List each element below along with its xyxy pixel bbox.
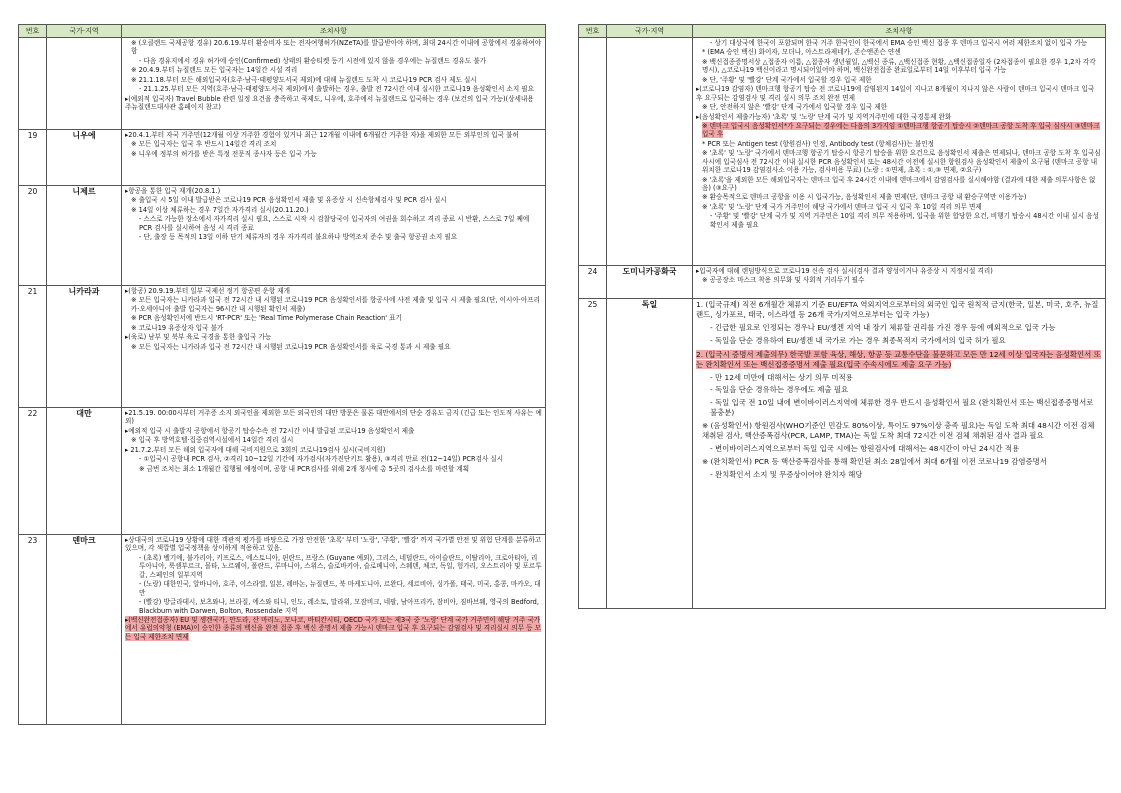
header-measures: 조치사항	[693, 25, 1106, 38]
measure-text: ※ 14일 이상 체류하는 경우 7일간 자가격리 실시(20.11.20.)	[131, 205, 309, 214]
measure-line	[125, 554, 542, 579]
measure-text: - 긴급한 필요로 인정되는 경우나 EU/솅겐 지역 내 장기 체류할 권리를 가진 경우 등에 예외적으로 입국 가능	[710, 322, 1056, 332]
country-name: 니제르	[47, 186, 122, 286]
measure-line	[696, 122, 1102, 139]
measure-text: ▸(육로) 남부 및 북부 육로 국경을 통한 출입국 가능	[125, 333, 272, 342]
measures-cell	[122, 535, 546, 725]
measure-line	[696, 103, 1102, 111]
measure-text: - 스스로 가능한 장소에서 자가격리 실시 필요, 스스로 시작 시 검찰당국이 입국자의 여권을 회수하고 격리 종료 시 반환, 스스로 7일 째에 PCR 검사를 실시하여 음성 시 격리 종료	[139, 215, 530, 232]
table-row	[19, 130, 546, 186]
measure-line	[125, 409, 542, 426]
row-number: 20	[19, 186, 47, 286]
measures-cell	[122, 286, 546, 408]
measure-line	[125, 131, 542, 139]
table-row	[19, 286, 546, 408]
row-number: 22	[19, 408, 47, 535]
measure-text: - '주황' 및 '빨강' 단계 국가 및 지역 거주민은 10일 격리 의무 적용하며, 입국을 위한 합당한 요건, 비행기 탑승시 48시간 이내 실시 음성확인서 제출 필요	[710, 212, 1099, 229]
measure-text: ※ 모든 입국자는 입국 후 반드시 14일간 격리 조치	[131, 140, 277, 149]
measure-text: ※ 코로나19 유증상자 입국 불가	[131, 323, 224, 332]
measure-text: ▸항공을 통한 입국 재개(20.8.1.)	[125, 187, 221, 195]
measure-text: * (EMA 승인 백신) 화이자, 모더나, 아스트라제네카, 존슨앤존슨 얀센	[702, 48, 901, 57]
table-row	[579, 299, 1106, 609]
measure-line	[125, 76, 542, 84]
row-number: 19	[19, 130, 47, 186]
measure-line	[696, 336, 1102, 346]
measure-line	[696, 457, 1102, 467]
measure-text: ※ 단, 안전하지 않은 '빨강' 단계 국가에서 입국할 경우 입국 제한	[702, 103, 888, 112]
row-number: 24	[579, 266, 607, 299]
country-name: 도미니카공화국	[607, 266, 693, 299]
measure-line	[696, 140, 1102, 148]
measure-text: - 독일을 단순 경유하여 EU/솅겐 내 국가로 가는 경우 최종목적지 국가에서의 입국 허가 필요	[710, 335, 1006, 345]
measure-text: ▸ 21.7.2.부터 모든 해외 입국자에 대해 국비지원으로 3회의 코로나19검사 실시(국비지원)	[125, 445, 386, 454]
measure-line	[125, 140, 542, 148]
measure-line	[696, 421, 1102, 441]
measure-line	[696, 323, 1102, 333]
measure-line	[696, 385, 1102, 395]
measure-line	[125, 187, 542, 195]
measures-cell	[122, 130, 546, 186]
measure-line	[696, 176, 1102, 193]
measure-line	[125, 150, 542, 158]
measure-text: - (초록) 벨기에, 불가리아, 키프로스, 에스토니아, 핀란드, 프랑스 (Guyane 예외), 그리스, 네덜란드, 아이슬란드, 이탈리아, 크로아티아, 리투아니아, 룩셈부르크, 몰타, 노르웨이, 폴란드, 루마니아, 스위스, 슬로바키아, 슬로베니아, 스웨덴, 체코, 독일, 헝가리, 오스트리아 및 포르투갈, 스페인의 일부지역	[139, 553, 542, 579]
measure-text: ※ '초록' 및 '노랑' 단계 국가 거주민이 해당 국가에서 덴마크 입국 시 입국 후 10일 격리 의무 면제	[702, 202, 982, 211]
measure-line	[125, 536, 542, 553]
measure-line	[125, 580, 542, 597]
measure-text: ▸(예외적 입국자) Travel Bubble 관련 일정 요건을 충족하고 쿡제도, 니우에, 호주에서 뉴질랜드로 입국하는 경우 (보건의 입국 가능)(상세내용 주뉴질랜드대사관 홈페이지 참고)	[125, 94, 534, 112]
country-name: 니카라과	[47, 286, 122, 408]
measures-cell	[693, 299, 1106, 609]
measure-text: ▸(음성확인서 제출가능자) '초록' 및 '노랑' 단계 국가 및 지역거주민에 대한 국경통제 완화	[696, 112, 952, 121]
measure-line	[125, 446, 542, 454]
table-row	[19, 38, 546, 130]
measure-text: - 독일 입국 전 10일 내에 변이바이러스지역에 체류한 경우 반드시 음성확인서 필요 (완치확인서 또는 백신접종증명서로 불충분)	[710, 398, 1094, 418]
measure-text: ※ 환승목적으로 덴마크 공항을 이용 시 입국가능, 음성확인서 제출 면제(단, 덴마크 공항 내 환승구역만 이용가능)	[702, 193, 1027, 202]
measure-text: ※ 백신접종증명서상 △접종자 이름, △접종자 생년월일, △백신 종류, △백신접종 현황, △백신접종일자 (2차접종이 필요한 경우 1,2차 각각 명시), △코로나19 백신이라고 명시되어있어야 하며, 백신완전접종 완료일로부터 14일 이후부터 입국 가능	[702, 57, 1096, 75]
measure-text: - 상기 대상국에 한국이 포함되며 한국 거주 한국인이 한국에서 EMA 승인 백신 접종 후 덴마크 입국시 여러 제한조치 없이 입국 가능	[710, 39, 1088, 47]
measure-line	[696, 203, 1102, 211]
measure-line	[696, 76, 1102, 84]
measure-text: ※ 덴마크 입국시 음성확인서*가 요구되는 경우에는 다음의 3가지임 ①덴마크행 항공기 탑승시 ②덴마크 공항 도착 후 입국 심사시 ③덴마크 입국 후	[702, 121, 1100, 139]
measure-line	[125, 343, 542, 351]
measure-text: ▸20.4.1.부터 자국 거주민(12개월 이상 거주한 경험이 있거나 최근 12개월 이내에 6개월간 거주한 자)을 제외한 모든 외부인의 입국 불허	[125, 131, 519, 139]
measure-line	[125, 324, 542, 332]
measures-cell	[693, 38, 1106, 266]
country-name: 덴마크	[47, 535, 122, 725]
measure-text: - 만 12세 미만에 대해서는 상기 의무 미적용	[710, 372, 853, 382]
measure-line	[125, 233, 542, 241]
measure-text: - 독일을 단순 경유하는 경우에도 제출 필요	[710, 385, 849, 395]
measure-text: ※ 금번 조치는 최소 1개월간 집행될 예정이며, 공항 내 PCR검사를 위해 2개 청사에 총 5곳의 검사소를 마련할 계획	[139, 464, 470, 473]
measure-line	[125, 287, 542, 295]
measure-line	[125, 427, 542, 435]
measure-line	[125, 598, 542, 615]
measures-cell	[122, 38, 546, 130]
measure-text: ※ 입국 후 방역호텔·집중검역시설에서 14일간 격리 실시	[131, 436, 294, 445]
table-row	[19, 408, 546, 535]
table-row	[19, 535, 546, 725]
measure-text: ※ '초록' 및 '노랑' 국가에서 덴마크행 항공기 탑승시 항공기 탑승을 위한 요건으로 음성확인서 제출은 면제되나, 덴마크 공항 도착 후 입국심사시에 입국심사 전 72시간 이내 실시한 PCR 음성확인서 또는 48시간 이전에 실시한 항원검사 음성확인서 제출이 요구됨 (덴마크 공항 내 위치한 코로나19 감염검사소 이용 가능, 검사비용 무료) (노랑 : ①면제, 초록 : ①,③ 면제, ②요구)	[702, 149, 1101, 175]
measure-text: ▸상대국의 코로나19 상황에 대한 객관적 평가를 바탕으로 가장 안전한 '초록' 부터 '노랑', '주황', '빨강' 까지 국가별 안전 및 위험 단계를 분류하고 있으며, 각 색깔별 입국정책을 상이하게 적용하고 있음.	[125, 536, 542, 553]
left-header-row	[19, 25, 546, 38]
measure-text: ※ (음성확인서) 항원검사(WHO기준인 민감도 80%이상, 특이도 97%이상 충족 필요)는 독일 도착 최대 48시간 이전 검체 채취된 검사, 핵산증폭검사(PCR, LAMP, TMA)는 독일 도착 최대 72시간 이전 검체 채취된 검사 결과 필요	[702, 421, 1095, 441]
measure-text: ▸21.5.19. 00:00시부터 거주증 소지 외국인을 제외한 모든 외국인의 대만 방문은 물론 대만에서의 단순 경유도 금지 (긴급 또는 인도적 사유는 예외)	[125, 409, 542, 426]
measure-line	[125, 85, 542, 93]
measure-line	[696, 58, 1102, 75]
measures-cell	[693, 266, 1106, 299]
measure-text: ※ 20.4.9.부터 뉴질랜드 모든 입국자는 14일간 시설 격리	[131, 66, 298, 75]
measure-text: ※ 단, '주황' 및 '빨강' 단계 국가에서 입국할 경우 입국 제한	[702, 75, 872, 84]
measure-line	[125, 39, 542, 56]
measures-cell	[122, 186, 546, 286]
measure-line	[696, 85, 1102, 102]
measure-text: - (노랑) 대한민국, 알바니아, 호주, 이스라엘, 일본, 레바논, 뉴질랜드, 북 마케도니아, 르완다, 세르비아, 싱가폴, 태국, 미국, 홍콩, 마카오, 대만	[139, 580, 541, 597]
measure-line	[696, 267, 1102, 275]
measure-line	[125, 333, 542, 341]
row-number: 23	[19, 535, 47, 725]
measure-line	[125, 215, 542, 232]
measure-text: ▸(항공) 20.9.19.부터 일부 국제선 정기 항공편 운항 재개	[125, 287, 291, 295]
header-measures: 조치사항	[122, 25, 546, 38]
table-row	[579, 38, 1106, 266]
measure-line	[125, 95, 542, 112]
measure-text: ※ (완치확인서) PCR 등 핵산증폭검사를 통해 확인된 최소 28일에서 최대 6개월 이전 코로나19 감염증명서	[702, 456, 1047, 466]
header-no: 번호	[19, 25, 47, 38]
measure-line	[125, 465, 542, 473]
measure-line	[125, 455, 542, 463]
measure-line	[125, 616, 542, 641]
measure-text: - (빨강) 방글라데시, 보츠와나, 브라질, 에스와 티니, 인도, 레소토, 말라위, 모잠비크, 네팔, 남아프리카, 잠비아, 짐바브웨, 영국의 Bedford, Blackburn with Darwen, Bolton, Rossendale 지역	[139, 598, 539, 615]
measure-line	[696, 39, 1102, 47]
measure-text: ※ (오클랜드 국제공항 경유) 20.6.19.부터 환승비자 또는 전자여행허가(NZeTA)를 발급받아야 하며, 최대 24시간 이내에 공항에서 경유하여야 함	[131, 39, 542, 56]
measure-text: ※ 모든 입국자는 니카라과 입국 전 72시간 내 시행된 코로나19 PCR 음성확인서를 항공사에 사전 제출 및 입국 시 제출 필요(단, 이시아·아프리카·오세아니아 출발 입국자는 96시간 내 시행된 확인서 제출)	[131, 296, 540, 313]
measure-text: ※ 출입국 시 5일 이내 발급받은 코로나19 PCR 음성확인서 제출 및 유증상 시 신속항체검사 및 PCR 검사 실시	[131, 196, 447, 205]
right-header-row	[579, 25, 1106, 38]
table-row	[579, 266, 1106, 299]
measure-text: ▸입국자에 대해 랜덤방식으로 코로나19 신속 검사 실시(검사 결과 양성이거나 유증상 시 지정시설 격리)	[696, 267, 993, 275]
measure-line	[125, 436, 542, 444]
country-name: 니우에	[47, 130, 122, 186]
measure-line	[696, 193, 1102, 201]
measure-text: - 다음 경유지에서 경유 허가에 승인(Confirmed) 상태의 환승티켓 등기 시전에 있지 않을 경우에는 뉴질랜드 경유도 불가	[139, 56, 487, 65]
measure-text: - 완치확인서 소지 및 무증상이어야 완치자 해당	[710, 469, 863, 479]
country-name	[47, 38, 122, 130]
country-name: 대만	[47, 408, 122, 535]
measure-line	[125, 296, 542, 313]
header-country: 국가·지역	[607, 25, 693, 38]
measure-text: - 21.1.25.부터 모든 지역(호주·남극·태평양도서국 제외)에서 출발하는 경우, 출발 전 72시간 이내 실시한 코로나19 음성확인서 소지 필요	[139, 85, 535, 94]
measure-text: ※ 공공장소 마스크 착용 의무화 및 사회적 거리두기 필수	[702, 276, 865, 285]
measure-text: - 변이바이러스지역으로부터 독일 입국 시에는 항원검사에 대해서는 48시간이 아닌 24시간 적용	[710, 444, 1020, 454]
measure-text: ※ PCR 음성확인서에 반드시 'RT-PCR' 또는 'Real Time Polymerase Chain Reaction' 표기	[131, 314, 402, 323]
measure-line	[696, 113, 1102, 121]
measure-line	[696, 350, 1102, 370]
measure-text: 1. (입국규제) 직전 6개월간 체류지 기준 EU/EFTA 역외지역으로부터의 외국인 입국 원칙적 금지(한국, 일본, 미국, 호주, 뉴질랜드, 싱가포르, 태국, 이스라엘 등 26개 국가/지역으로부터는 입국 가능)	[696, 300, 1099, 319]
measure-line	[125, 314, 542, 322]
measure-text: ※ 21.1.18.부터 모든 해외입국자(호주·남극·태평양도서국 제외)에 대해 뉴질랜드 도착 시 코로나19 PCR 검사 제도 실시	[131, 75, 477, 84]
measure-text: * PCR 또는 Antigen test (항원검사) 인정, Antibody test (항체검사)는 불인정	[702, 139, 934, 148]
measure-line	[696, 444, 1102, 454]
measure-line	[125, 206, 542, 214]
left-measures-table	[18, 24, 546, 725]
table-row	[19, 186, 546, 286]
measure-line	[696, 276, 1102, 284]
measure-line	[696, 373, 1102, 383]
measure-text: ▸(백신완전접종자) EU 및 솅겐국가, 안도라, 산 마리노, 모나코, 바티칸시티, OECD 국가 또는 제3국 중 '노랑' 단계 국가 거주민이 해당 거주 국가에서 유럽의약청 (EMA)이 승인한 종류의 백신을 완전 접종 후 백신 증명서 제출 가능시 덴마크 입국 후 요구되는 감염검사 및 격리실시 의무 등 모든 입국 제한조치 면제	[125, 615, 541, 641]
country-name: 독일	[607, 299, 693, 609]
measure-text: ▸예외적 입국 시 출발지 공항에서 항공기 탑승수속 전 72시간 이내 발급된 코로나19 음성확인서 제출	[125, 426, 415, 435]
right-measures-table	[578, 24, 1106, 609]
measure-line	[125, 57, 542, 65]
measures-cell	[122, 408, 546, 535]
measure-line	[696, 149, 1102, 174]
measure-text: - ①입국시 공항내 PCR 검사, ②격리 10~12일 기간에 자가검사(자가진단키트 활용), ③격리 만료 전(12~14일) PCR검사 실시	[139, 455, 504, 464]
country-name	[607, 38, 693, 266]
measure-text: ▸(코로나19 감염자) 덴마크행 항공기 탑승 전 코로나19에 감염된지 14일이 지나고 8개월이 지나지 않은 사람이 덴마크 입국시 덴마크 입국 후 요구되는 감염검사 및 격리 실시 의무 조치 완전 면제	[696, 85, 1095, 102]
row-number	[579, 38, 607, 266]
measure-line	[696, 300, 1102, 320]
measure-text: - 단, 출장 등 목적의 13일 이하 단기 체류자의 경우 자가격리 불요하나 방역조치 준수 및 출국 항공권 소지 필요	[139, 233, 458, 242]
measure-line	[696, 470, 1102, 480]
measure-line	[696, 398, 1102, 418]
measure-line	[125, 196, 542, 204]
measure-line	[696, 48, 1102, 56]
measure-line	[696, 212, 1102, 229]
row-number: 25	[579, 299, 607, 609]
measure-text: 2. (입국시 증명서 제출의무) 한국발 포함 육상, 해상, 항공 등 교통수단을 불문하고 모든 만 12세 이상 입국자는 음성확인서 또는 완치확인서 또는 백신접종증명서 제출 필요(입국 수속시에도 제출 요구 가능)	[696, 349, 1101, 369]
measure-text: ※ 니우에 정부의 허가를 받은 특정 전문직 종사자 등은 입국 가능	[131, 149, 317, 158]
header-no: 번호	[579, 25, 607, 38]
row-number	[19, 38, 47, 130]
header-country: 국가·지역	[47, 25, 122, 38]
row-number: 21	[19, 286, 47, 408]
measure-line	[125, 66, 542, 74]
measure-text: ※ 모든 입국자는 니카라과 입국 전 72시간 내 시행된 코로나19 PCR 음성확인서를 육로 국경 통과 시 제출 필요	[131, 342, 451, 351]
measure-text: ※ '초록'을 제외한 모든 해외입국자는 덴마크 입국 후 24시간 이내에 덴마크에서 감염검사를 실시해야함 (결과에 대한 제출 의무사항은 없음) (③요구)	[702, 175, 1096, 192]
